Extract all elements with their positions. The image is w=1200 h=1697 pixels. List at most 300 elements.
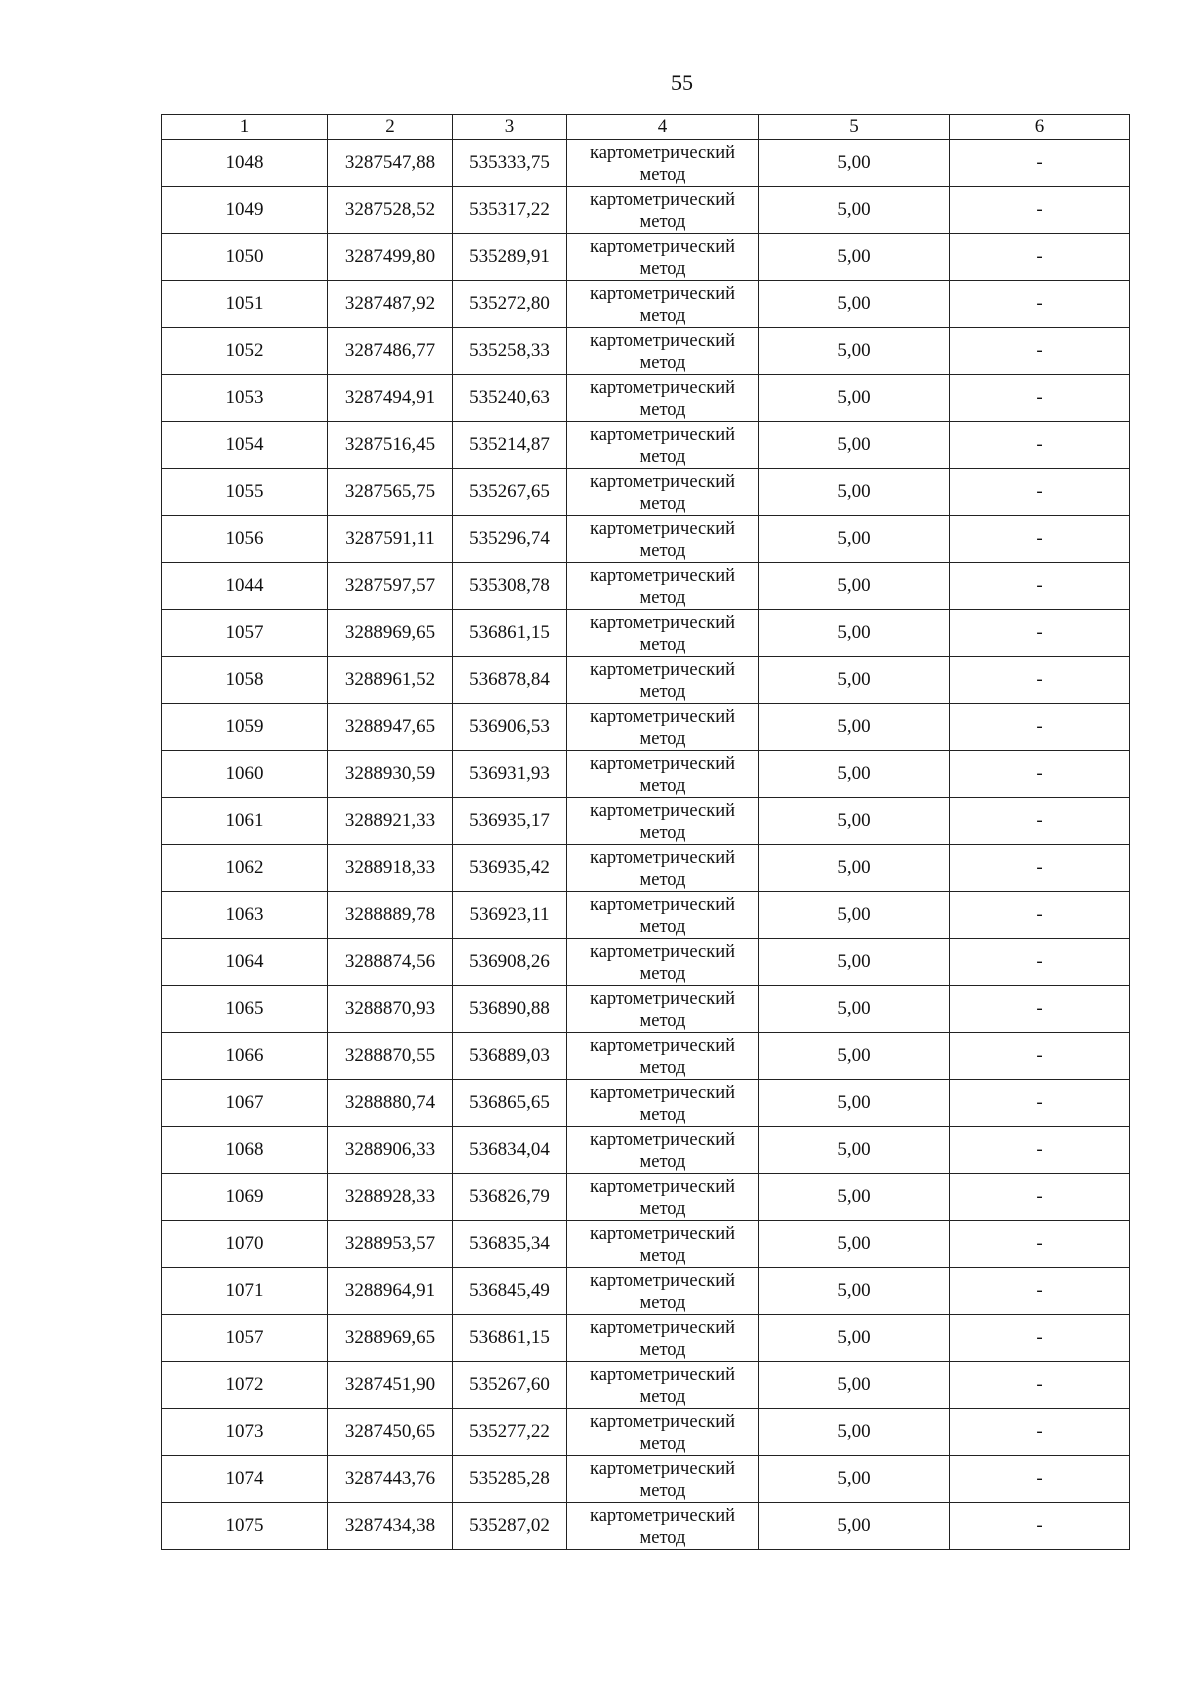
y-coordinate-cell: 536935,42 [453,845,567,892]
note-cell: - [950,1127,1130,1174]
table-row [162,798,1130,845]
method-cell [567,1127,759,1174]
table-row [162,234,1130,281]
table-row [162,1503,1130,1550]
y-coordinate-cell: 536826,79 [453,1174,567,1221]
note-cell: - [950,1315,1130,1362]
method-cell [567,845,759,892]
method-text [590,1034,735,1079]
method-text [590,1081,735,1126]
y-coordinate-cell: 536906,53 [453,704,567,751]
y-coordinate-cell: 536861,15 [453,1315,567,1362]
method-line-1: картометрический [589,1129,736,1150]
accuracy-cell: 5,00 [759,1221,950,1268]
x-coordinate-cell: 3288918,33 [328,845,453,892]
method-line-1: картометрический [589,941,736,962]
accuracy-cell: 5,00 [759,1174,950,1221]
method-cell [567,516,759,563]
x-coordinate-cell: 3288870,93 [328,986,453,1033]
method-line-1: картометрический [589,142,736,163]
method-line-2: метод [639,587,686,608]
table-row [162,704,1130,751]
note-cell: - [950,751,1130,798]
method-cell [567,1221,759,1268]
point-number-cell: 1052 [162,328,328,375]
point-number-cell: 1071 [162,1268,328,1315]
method-text [590,235,735,280]
point-number-cell: 1074 [162,1456,328,1503]
note-cell: - [950,939,1130,986]
method-cell [567,704,759,751]
method-cell [567,1080,759,1127]
x-coordinate-cell: 3288961,52 [328,657,453,704]
note-cell: - [950,610,1130,657]
table-row [162,563,1130,610]
accuracy-cell: 5,00 [759,422,950,469]
accuracy-cell: 5,00 [759,187,950,234]
method-cell [567,1362,759,1409]
note-cell: - [950,281,1130,328]
accuracy-cell: 5,00 [759,1315,950,1362]
method-line-2: метод [639,1527,686,1548]
x-coordinate-cell: 3287434,38 [328,1503,453,1550]
y-coordinate-cell: 535287,02 [453,1503,567,1550]
method-line-1: картометрический [589,424,736,445]
point-number-cell: 1053 [162,375,328,422]
y-coordinate-cell: 536935,17 [453,798,567,845]
table-row [162,375,1130,422]
x-coordinate-cell: 3288889,78 [328,892,453,939]
method-cell [567,986,759,1033]
method-cell [567,657,759,704]
method-line-1: картометрический [589,471,736,492]
coordinates-table [161,114,1130,1550]
y-coordinate-cell: 535258,33 [453,328,567,375]
note-cell: - [950,1456,1130,1503]
header-cell-1: 1 [162,115,328,140]
method-line-2: метод [639,1433,686,1454]
method-text [590,376,735,421]
table-row [162,469,1130,516]
y-coordinate-cell: 535240,63 [453,375,567,422]
header-row [162,115,1130,140]
method-cell [567,375,759,422]
point-number-cell: 1061 [162,798,328,845]
table-row [162,1362,1130,1409]
note-cell: - [950,469,1130,516]
accuracy-cell: 5,00 [759,1080,950,1127]
table-row [162,516,1130,563]
method-line-2: метод [639,1104,686,1125]
accuracy-cell: 5,00 [759,1033,950,1080]
method-text [590,940,735,985]
method-cell [567,234,759,281]
x-coordinate-cell: 3288947,65 [328,704,453,751]
x-coordinate-cell: 3288969,65 [328,1315,453,1362]
accuracy-cell: 5,00 [759,845,950,892]
header-cell-5: 5 [759,115,950,140]
point-number-cell: 1060 [162,751,328,798]
method-line-1: картометрический [589,1317,736,1338]
method-cell [567,1456,759,1503]
method-line-2: метод [639,963,686,984]
method-line-2: метод [639,1480,686,1501]
note-cell: - [950,140,1130,187]
table-row [162,1127,1130,1174]
y-coordinate-cell: 536861,15 [453,610,567,657]
method-text [590,658,735,703]
accuracy-cell: 5,00 [759,281,950,328]
method-text [590,470,735,515]
x-coordinate-cell: 3287443,76 [328,1456,453,1503]
accuracy-cell: 5,00 [759,234,950,281]
note-cell: - [950,657,1130,704]
table-row [162,845,1130,892]
method-line-2: метод [639,1245,686,1266]
note-cell: - [950,986,1130,1033]
method-text [590,188,735,233]
table-row [162,1409,1130,1456]
method-text [590,564,735,609]
table-row [162,751,1130,798]
method-line-2: метод [639,164,686,185]
table-row [162,1174,1130,1221]
method-text [590,1504,735,1549]
method-line-1: картометрический [589,189,736,210]
method-line-2: метод [639,399,686,420]
y-coordinate-cell: 535289,91 [453,234,567,281]
y-coordinate-cell: 535267,65 [453,469,567,516]
y-coordinate-cell: 535272,80 [453,281,567,328]
method-line-2: метод [639,1292,686,1313]
method-cell [567,892,759,939]
accuracy-cell: 5,00 [759,1409,950,1456]
point-number-cell: 1070 [162,1221,328,1268]
accuracy-cell: 5,00 [759,986,950,1033]
accuracy-cell: 5,00 [759,798,950,845]
method-line-2: метод [639,1198,686,1219]
x-coordinate-cell: 3288870,55 [328,1033,453,1080]
method-line-2: метод [639,1339,686,1360]
point-number-cell: 1057 [162,610,328,657]
point-number-cell: 1068 [162,1127,328,1174]
accuracy-cell: 5,00 [759,375,950,422]
method-text [590,1175,735,1220]
note-cell: - [950,845,1130,892]
method-cell [567,798,759,845]
note-cell: - [950,1033,1130,1080]
accuracy-cell: 5,00 [759,1127,950,1174]
point-number-cell: 1054 [162,422,328,469]
table-row [162,140,1130,187]
point-number-cell: 1056 [162,516,328,563]
accuracy-cell: 5,00 [759,751,950,798]
method-line-1: картометрический [589,894,736,915]
method-text [590,705,735,750]
method-cell [567,563,759,610]
method-line-1: картометрический [589,1505,736,1526]
method-line-1: картометрический [589,1082,736,1103]
method-cell [567,610,759,657]
x-coordinate-cell: 3287547,88 [328,140,453,187]
point-number-cell: 1069 [162,1174,328,1221]
point-number-cell: 1051 [162,281,328,328]
y-coordinate-cell: 535333,75 [453,140,567,187]
point-number-cell: 1073 [162,1409,328,1456]
y-coordinate-cell: 536889,03 [453,1033,567,1080]
accuracy-cell: 5,00 [759,516,950,563]
x-coordinate-cell: 3287451,90 [328,1362,453,1409]
point-number-cell: 1065 [162,986,328,1033]
note-cell: - [950,1080,1130,1127]
method-text [590,282,735,327]
table-row [162,328,1130,375]
note-cell: - [950,798,1130,845]
method-line-1: картометрический [589,1176,736,1197]
method-text [590,517,735,562]
method-line-2: метод [639,258,686,279]
point-number-cell: 1055 [162,469,328,516]
note-cell: - [950,328,1130,375]
page-number: 55 [671,70,693,95]
method-text [590,987,735,1032]
table-row [162,1268,1130,1315]
method-line-1: картометрический [589,706,736,727]
x-coordinate-cell: 3287516,45 [328,422,453,469]
y-coordinate-cell: 536834,04 [453,1127,567,1174]
accuracy-cell: 5,00 [759,704,950,751]
note-cell: - [950,1221,1130,1268]
x-coordinate-cell: 3288928,33 [328,1174,453,1221]
header-cell-3: 3 [453,115,567,140]
y-coordinate-cell: 536931,93 [453,751,567,798]
method-line-2: метод [639,211,686,232]
accuracy-cell: 5,00 [759,1268,950,1315]
table-row [162,1080,1130,1127]
method-line-2: метод [639,869,686,890]
accuracy-cell: 5,00 [759,1503,950,1550]
accuracy-cell: 5,00 [759,939,950,986]
note-cell: - [950,1409,1130,1456]
method-text [590,799,735,844]
accuracy-cell: 5,00 [759,610,950,657]
x-coordinate-cell: 3288969,65 [328,610,453,657]
y-coordinate-cell: 535317,22 [453,187,567,234]
table-row [162,187,1130,234]
y-coordinate-cell: 536890,88 [453,986,567,1033]
x-coordinate-cell: 3287487,92 [328,281,453,328]
method-line-1: картометрический [589,988,736,1009]
point-number-cell: 1049 [162,187,328,234]
method-cell [567,1174,759,1221]
x-coordinate-cell: 3288921,33 [328,798,453,845]
point-number-cell: 1067 [162,1080,328,1127]
method-line-2: метод [639,775,686,796]
x-coordinate-cell: 3288906,33 [328,1127,453,1174]
y-coordinate-cell: 536878,84 [453,657,567,704]
method-line-2: метод [639,822,686,843]
accuracy-cell: 5,00 [759,140,950,187]
method-cell [567,422,759,469]
point-number-cell: 1057 [162,1315,328,1362]
method-cell [567,1315,759,1362]
method-line-1: картометрический [589,283,736,304]
y-coordinate-cell: 535285,28 [453,1456,567,1503]
accuracy-cell: 5,00 [759,892,950,939]
table-row [162,1456,1130,1503]
method-line-2: метод [639,634,686,655]
point-number-cell: 1064 [162,939,328,986]
method-line-1: картометрический [589,847,736,868]
point-number-cell: 1050 [162,234,328,281]
note-cell: - [950,563,1130,610]
x-coordinate-cell: 3288880,74 [328,1080,453,1127]
note-cell: - [950,892,1130,939]
x-coordinate-cell: 3287486,77 [328,328,453,375]
x-coordinate-cell: 3287565,75 [328,469,453,516]
note-cell: - [950,234,1130,281]
y-coordinate-cell: 535308,78 [453,563,567,610]
y-coordinate-cell: 535267,60 [453,1362,567,1409]
y-coordinate-cell: 535214,87 [453,422,567,469]
method-text [590,141,735,186]
x-coordinate-cell: 3287450,65 [328,1409,453,1456]
table-row [162,1315,1130,1362]
point-number-cell: 1062 [162,845,328,892]
method-cell [567,281,759,328]
accuracy-cell: 5,00 [759,469,950,516]
method-line-1: картометрический [589,659,736,680]
y-coordinate-cell: 536923,11 [453,892,567,939]
x-coordinate-cell: 3288953,57 [328,1221,453,1268]
method-line-1: картометрический [589,1458,736,1479]
method-cell [567,328,759,375]
x-coordinate-cell: 3288930,59 [328,751,453,798]
point-number-cell: 1075 [162,1503,328,1550]
point-number-cell: 1044 [162,563,328,610]
method-text [590,423,735,468]
method-line-1: картометрический [589,1364,736,1385]
method-cell [567,1503,759,1550]
table-row [162,281,1130,328]
note-cell: - [950,1362,1130,1409]
method-text [590,752,735,797]
accuracy-cell: 5,00 [759,657,950,704]
table-row [162,422,1130,469]
note-cell: - [950,516,1130,563]
method-cell [567,1033,759,1080]
method-line-1: картометрический [589,800,736,821]
method-line-2: метод [639,352,686,373]
method-line-1: картометрический [589,1035,736,1056]
x-coordinate-cell: 3288874,56 [328,939,453,986]
accuracy-cell: 5,00 [759,563,950,610]
method-line-1: картометрический [589,1270,736,1291]
point-number-cell: 1072 [162,1362,328,1409]
header-cell-2: 2 [328,115,453,140]
x-coordinate-cell: 3287494,91 [328,375,453,422]
y-coordinate-cell: 535296,74 [453,516,567,563]
method-cell [567,140,759,187]
method-line-1: картометрический [589,518,736,539]
point-number-cell: 1066 [162,1033,328,1080]
table-row [162,657,1130,704]
header-cell-4: 4 [567,115,759,140]
method-line-2: метод [639,1010,686,1031]
point-number-cell: 1058 [162,657,328,704]
accuracy-cell: 5,00 [759,328,950,375]
method-text [590,1457,735,1502]
y-coordinate-cell: 535277,22 [453,1409,567,1456]
method-line-1: картометрический [589,1223,736,1244]
method-cell [567,1409,759,1456]
accuracy-cell: 5,00 [759,1456,950,1503]
note-cell: - [950,1503,1130,1550]
note-cell: - [950,187,1130,234]
method-line-2: метод [639,681,686,702]
header-cell-6: 6 [950,115,1130,140]
x-coordinate-cell: 3287591,11 [328,516,453,563]
method-cell [567,1268,759,1315]
point-number-cell: 1048 [162,140,328,187]
method-line-1: картометрический [589,236,736,257]
method-line-2: метод [639,1386,686,1407]
table-body [162,115,1130,1550]
note-cell: - [950,1268,1130,1315]
table-row [162,986,1130,1033]
method-line-2: метод [639,1057,686,1078]
method-line-2: метод [639,493,686,514]
method-line-1: картометрический [589,612,736,633]
method-line-2: метод [639,1151,686,1172]
method-line-2: метод [639,540,686,561]
note-cell: - [950,1174,1130,1221]
method-text [590,1269,735,1314]
table-row [162,610,1130,657]
method-line-2: метод [639,728,686,749]
method-line-1: картометрический [589,330,736,351]
x-coordinate-cell: 3287597,57 [328,563,453,610]
method-text [590,1128,735,1173]
table-row [162,1033,1130,1080]
table-row [162,939,1130,986]
method-line-2: метод [639,305,686,326]
note-cell: - [950,375,1130,422]
method-line-2: метод [639,446,686,467]
table-row [162,1221,1130,1268]
x-coordinate-cell: 3288964,91 [328,1268,453,1315]
method-text [590,611,735,656]
method-cell [567,939,759,986]
note-cell: - [950,422,1130,469]
method-text [590,1222,735,1267]
y-coordinate-cell: 536835,34 [453,1221,567,1268]
method-text [590,1316,735,1361]
method-line-1: картометрический [589,565,736,586]
method-cell [567,469,759,516]
method-line-1: картометрический [589,753,736,774]
method-text [590,1363,735,1408]
table-row [162,892,1130,939]
accuracy-cell: 5,00 [759,1362,950,1409]
method-text [590,846,735,891]
x-coordinate-cell: 3287499,80 [328,234,453,281]
method-text [590,329,735,374]
method-line-1: картометрический [589,1411,736,1432]
note-cell: - [950,704,1130,751]
method-text [590,1410,735,1455]
y-coordinate-cell: 536845,49 [453,1268,567,1315]
